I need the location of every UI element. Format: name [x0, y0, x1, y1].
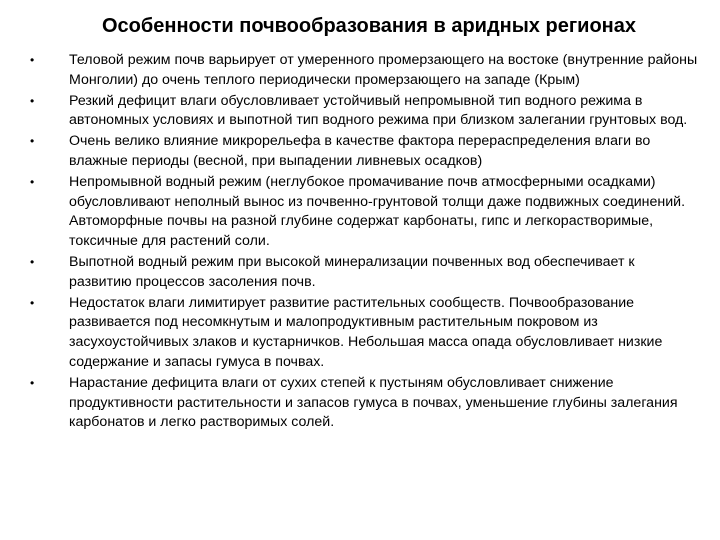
bullet-dot-icon: • — [30, 53, 35, 67]
bullet-item — [24, 173, 700, 252]
bullet-text: Непромывной водный режим (неглубокое промачивание почв атмосферными осадками) обусловливают неполный вынос из почвенно-грунтовой толщи даже подвижных соединений. Автоморфные почвы на разной глубине содержат карбонаты, гипс и легкорастворимые, токсичные для растений соли. — [69, 173, 686, 250]
bullet-list — [24, 51, 700, 434]
bullet-dot-icon: • — [30, 134, 35, 149]
bullet-item — [24, 92, 700, 132]
bullet-text: Недостаток влаги лимитирует развитие растительных сообществ. Почвообразование развивается под несомкнутым и малопродуктивным растительным покровом из засухоустойчивых злаков и кустарничков. Небольшая масса опада обусловливает низкие содержание и запасы гумуса в почвах. — [69, 294, 663, 370]
bullet-dot-icon: • — [30, 174, 35, 189]
bullet-text: Теловой режим почв варьирует от умеренного промерзающего на востоке (внутренние районы Монголии) до очень теплого периодически промерзающего на западе (Крым) — [69, 52, 698, 88]
bullet-item — [24, 51, 700, 91]
slide-title: Особенности почвообразования в аридных регионах — [101, 15, 636, 37]
bullet-text: Нарастание дефицита влаги от сухих степей к пустыням обусловливает снижение продуктивности растительности и запасов гумуса в почвах, уменьшение глубины залегания карбонатов и легко растворимых солей. — [69, 374, 678, 431]
bullet-dot-icon: • — [30, 295, 35, 310]
bullet-text: Резкий дефицит влаги обусловливает устойчивый непромывной тип водного режима в автономных условиях и выпотной тип водного режима при близком залегании грунтовых вод. — [69, 92, 688, 129]
bullet-dot-icon: • — [30, 254, 35, 269]
bullet-dot-icon: • — [30, 375, 35, 390]
bullet-text: Очень велико влияние микрорельефа в качестве фактора перераспределения влаги во влажные периоды (весной, при выпадении ливневых осадков) — [69, 133, 651, 169]
bullet-item — [24, 132, 700, 172]
bullet-item — [24, 374, 700, 433]
bullet-text: Выпотной водный режим при высокой минерализации почвенных вод обеспечивает к развитию процессов засоления почв. — [69, 253, 635, 290]
bullet-item — [24, 253, 700, 293]
bullet-dot-icon: • — [30, 93, 35, 108]
bullet-item — [24, 294, 700, 373]
